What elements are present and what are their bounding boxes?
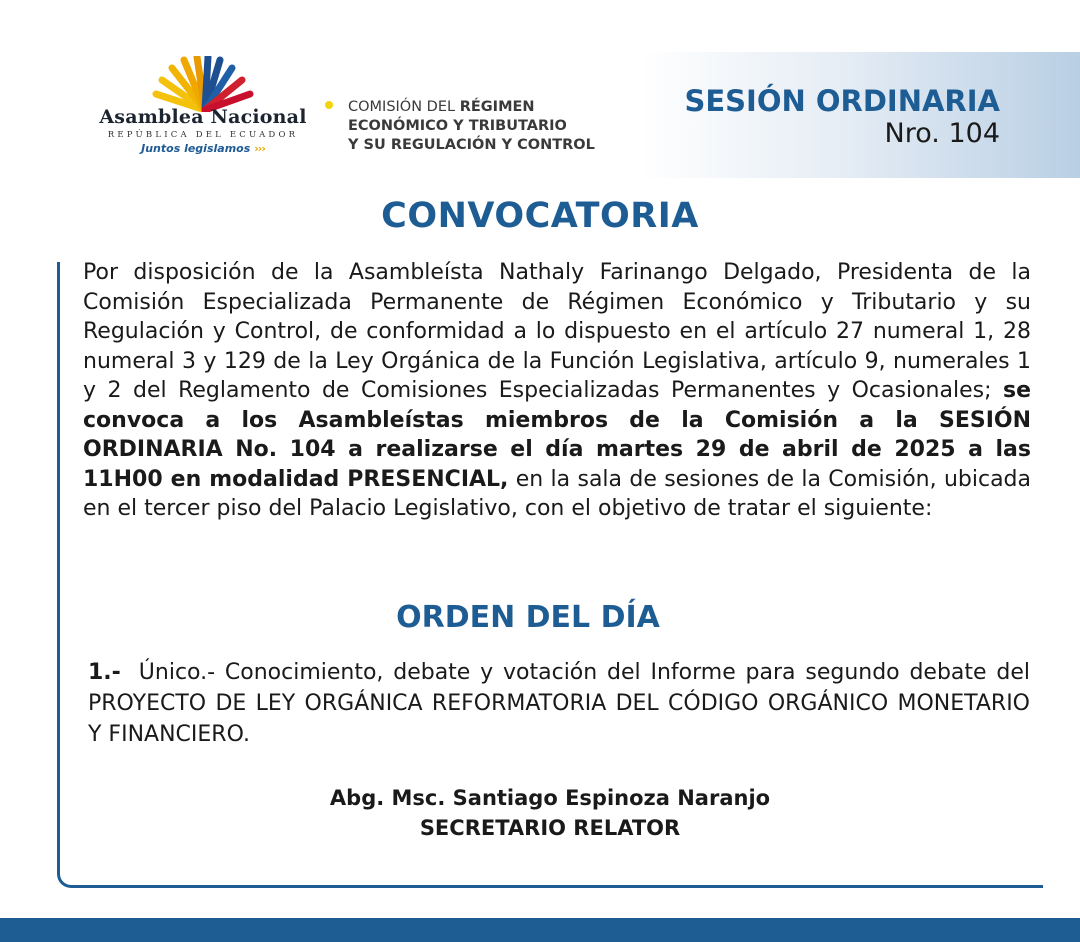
agenda-item-text: Único.- Conocimiento, debate y votación del Informe para segundo debate del PROYECTO DE LEY ORGÁNICA REFORMATORIA DEL CÓDIGO ORGÁNICO MONETARIO Y FINANCIERO. xyxy=(88,660,1030,747)
footer-bar xyxy=(0,918,1080,942)
commission-name xyxy=(348,98,595,155)
session-number: Nro. 104 xyxy=(884,118,1000,149)
logo-name: Asamblea Nacional xyxy=(99,106,307,128)
asamblea-nacional-logo xyxy=(88,50,318,160)
commission-line-2-text: ECONÓMICO Y TRIBUTARIO xyxy=(348,118,567,134)
session-title: SESIÓN ORDINARIA xyxy=(684,84,1000,118)
agenda-title: ORDEN DEL DÍA xyxy=(396,600,660,635)
condor-wings-icon xyxy=(150,56,260,112)
agenda-item-number: 1.- xyxy=(88,660,121,685)
commission-line-2 xyxy=(348,117,595,136)
yellow-dot-icon xyxy=(325,101,333,109)
logo-tagline xyxy=(88,142,318,155)
session-header-box xyxy=(640,52,1080,178)
signatory-name: Abg. Msc. Santiago Espinoza Naranjo xyxy=(329,786,771,810)
logo-chevrons: ››› xyxy=(254,142,265,155)
body-end: en la sala de sesiones de la Comisión, ubicada en el tercer piso del Palacio Legislativo, con el objetivo de tratar el siguiente: xyxy=(83,466,1031,521)
document-title: CONVOCATORIA xyxy=(381,196,699,236)
commission-line-1-prefix: COMISIÓN DEL xyxy=(348,99,460,115)
logo-subtitle: REPÚBLICA DEL ECUADOR xyxy=(107,130,299,140)
body-intro: Por disposición de la Asambleísta Nathaly Farinango Delgado, Presidenta de la Comisión Especializada Permanente de Régimen Económico y Tributario y su Regulación y Control, de conformidad a lo dispuesto en el artículo 27 numeral 1, 28 numeral 3 y 129 de la Ley Orgánica de la Función Legislativa, artículo 9, numerales 1 y 2 del Reglamento de Comisiones Especializadas Permanentes y Ocasionales; xyxy=(83,260,1031,403)
logo-tagline-text: Juntos legislamos xyxy=(141,142,251,155)
convocation-body xyxy=(83,258,1031,524)
commission-line-3-text: Y SU REGULACIÓN Y CONTROL xyxy=(348,137,595,153)
commission-line-3 xyxy=(348,136,595,155)
agenda-item xyxy=(88,657,1030,750)
commission-line-1 xyxy=(348,98,595,117)
commission-line-1-bold: RÉGIMEN xyxy=(459,99,535,115)
body-bold: se convoca a los Asambleístas miembros de la Comisión a la SESIÓN ORDINARIA No. 104 a realizarse el día martes 29 de abril de 2025 a las 11H00 en modalidad PRESENCIAL, xyxy=(83,378,1031,492)
signatory-role: SECRETARIO RELATOR xyxy=(419,816,681,840)
